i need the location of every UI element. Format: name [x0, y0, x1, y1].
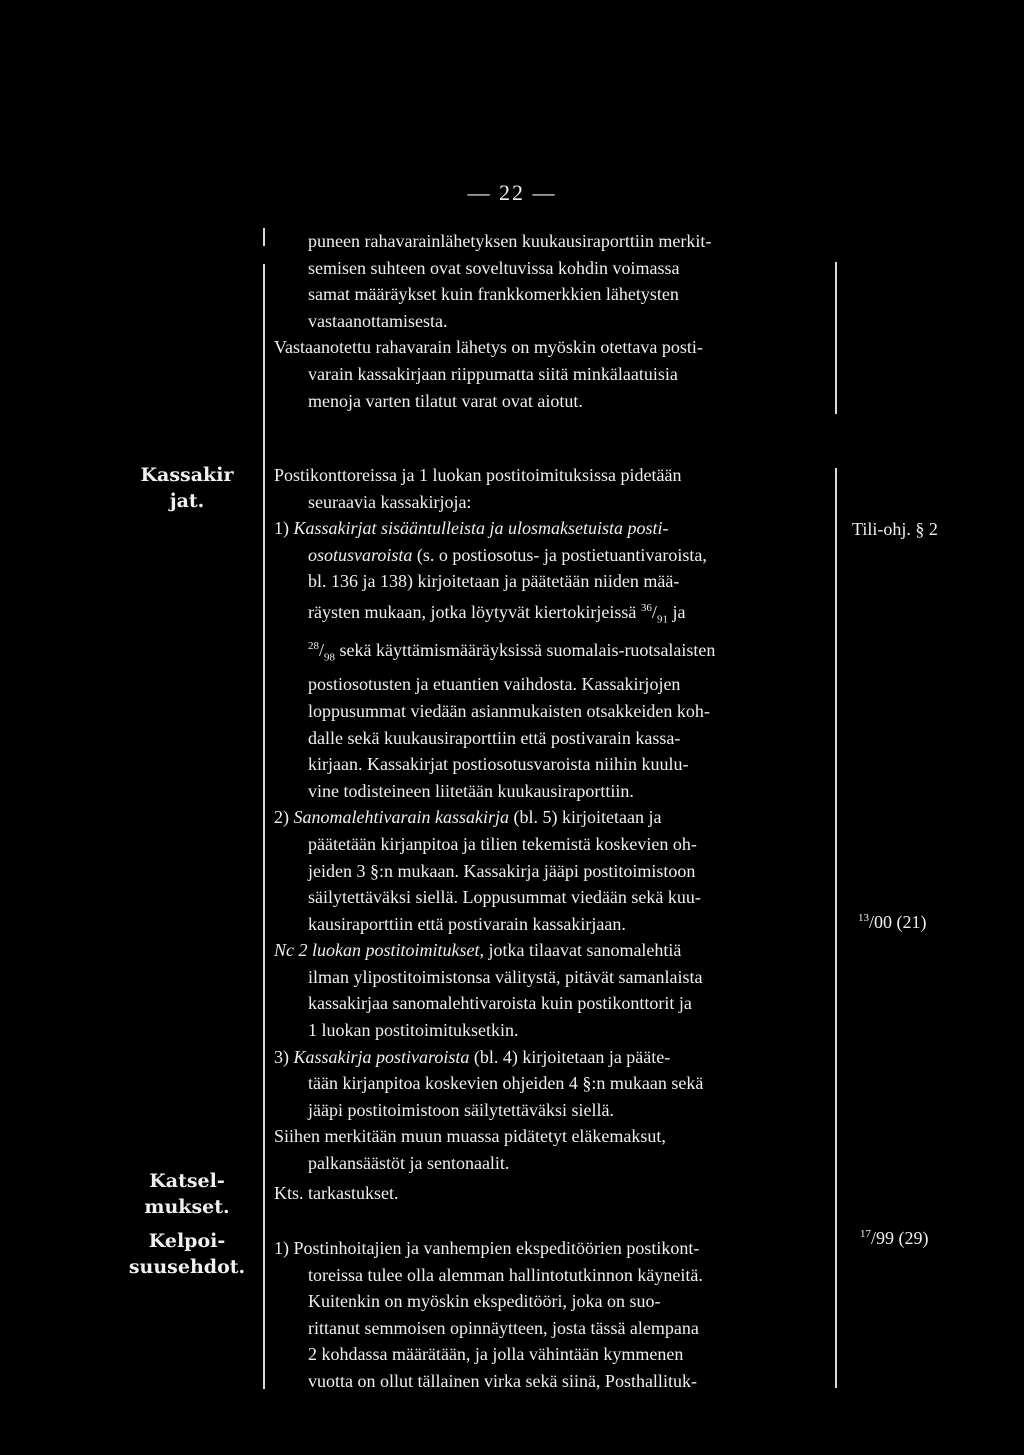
- heading-kelpoisuusehdot: Kelpoi- suusehdot.: [128, 1230, 246, 1278]
- text-line: palkansäästöt ja sentonaalit.: [308, 1153, 510, 1174]
- text-line: jeiden 3 §:n mukaan. Kassakirja jääpi postitoimistoon: [308, 860, 696, 881]
- margin-note-tili: Tili-ohj. § 2: [852, 519, 938, 539]
- margin-note-17: $^{17}$/99 (29): [860, 1228, 929, 1248]
- text-line: kausiraporttiin että postivarain kassakirjaan.: [308, 913, 626, 934]
- text-line: varain kassakirjaan riippumatta siitä minkälaatuisia: [308, 363, 678, 384]
- text-line: jääpi postitoimistoon säilytettäväksi siellä.: [308, 1099, 614, 1120]
- text-line: Siihen merkitään muun muassa pidätetyt eläkemaksut,: [274, 1126, 666, 1147]
- text-line: Vastaanotettu rahavarain lähetys on myöskin otettava posti-: [274, 337, 703, 358]
- margin-note-13: $^{13}$/00 (21): [858, 912, 927, 932]
- kelpoisuus-section: [274, 1235, 828, 1395]
- text-line: säilytettäväksi siellä. Loppusummat viedään sekä kuu-: [308, 887, 701, 908]
- text-line: loppusummat viedään asianmukaisten otsakkeiden koh-: [308, 700, 710, 721]
- column-rule-right: [835, 468, 837, 1388]
- text-line: 1) Kassakirjat sisääntulleista ja ulosmaksetuista posti-: [274, 518, 669, 539]
- column-rule-left: [263, 264, 265, 1389]
- text-line: kassakirjaa sanomalehtivaroista kuin postikonttorit ja: [308, 993, 692, 1014]
- text-line: kirjaan. Kassakirjat postiosotusvaroista niihin kuulu-: [308, 754, 689, 775]
- column-rule-top-left: [263, 228, 265, 246]
- text-line: puneen rahavarainlähetyksen kuukausiraporttiin merkit-: [308, 231, 712, 251]
- text-line: rittanut semmoisen opinnäytteen, josta tässä alempana: [308, 1317, 699, 1338]
- text-line: Postikonttoreissa ja 1 luokan postitoimituksissa pidetään: [274, 465, 682, 485]
- text-line: seuraavia kassakirjoja:: [308, 491, 472, 512]
- page-number: — 22 —: [467, 180, 557, 205]
- text-line: 2 kohdassa määrätään, ja jolla vähintään kymmenen: [308, 1344, 684, 1365]
- heading-katselmukset: Katsel- mukset.: [144, 1170, 230, 1218]
- text-line: Kuitenkin on myöskin ekspeditööri, joka on suo-: [308, 1291, 661, 1312]
- text-line: 1 luokan postitoimituksetkin.: [308, 1020, 519, 1041]
- text-line: semisen suhteen ovat soveltuvissa kohdin voimassa: [308, 257, 680, 278]
- text-line: vastaanottamisesta.: [308, 310, 448, 331]
- kassakirjat-section: [274, 462, 828, 1177]
- text-line: toreissa tulee olla alemman hallintotutkinnon käyneitä.: [308, 1264, 703, 1285]
- text-line: menoja varten tilatut varat ovat aiotut.: [308, 390, 583, 411]
- text-line: dalle sekä kuukausiraporttiin että postivarain kassa-: [308, 727, 681, 748]
- top-paragraph: [274, 228, 828, 414]
- text-line: vuotta on ollut tällainen virka sekä siinä, Posthallituk-: [308, 1370, 697, 1391]
- katselmukset-text: Kts. tarkastukset.: [274, 1183, 399, 1203]
- text-line: räysten mukaan, jotka löytyvät kiertokirjeissä $^{36}/_{91}$ ja: [308, 601, 686, 626]
- heading-kassakirjat: Kassakir jat.: [140, 464, 234, 512]
- text-line: 2) Sanomalehtivarain kassakirja (bl. 5) kirjoitetaan ja: [274, 807, 662, 828]
- text-line: samat määräykset kuin frankkomerkkien lähetysten: [308, 284, 679, 305]
- column-rule-top-right: [835, 262, 837, 414]
- text-line: vine todisteineen liitetään kuukausiraporttiin.: [308, 780, 634, 801]
- text-line: 1) Postinhoitajien ja vanhempien ekspeditöörien postikont-: [274, 1238, 700, 1258]
- text-line: postiosotusten ja etuantien vaihdosta. Kassakirjojen: [308, 674, 681, 695]
- text-line: 3) Kassakirja postivaroista (bl. 4) kirjoitetaan ja pääte-: [274, 1046, 671, 1067]
- text-line: osotusvaroista (s. o postiosotus- ja postietuantivaroista,: [308, 544, 707, 565]
- text-line: päätetään kirjanpitoa ja tilien tekemistä koskevien oh-: [308, 833, 697, 854]
- text-line: $^{28}/_{98}$ sekä käyttämismääräyksissä suomalais-ruotsalaisten: [308, 640, 716, 664]
- text-line: bl. 136 ja 138) kirjoitetaan ja päätetään niiden mää-: [308, 571, 680, 592]
- text-line: Nc 2 luokan postitoimitukset, jotka tilaavat sanomalehtiä: [274, 940, 682, 961]
- text-line: tään kirjanpitoa koskevien ohjeiden 4 §:n mukaan sekä: [308, 1073, 704, 1094]
- text-line: ilman ylipostitoimistonsa välitystä, pitävät samanlaista: [308, 966, 703, 987]
